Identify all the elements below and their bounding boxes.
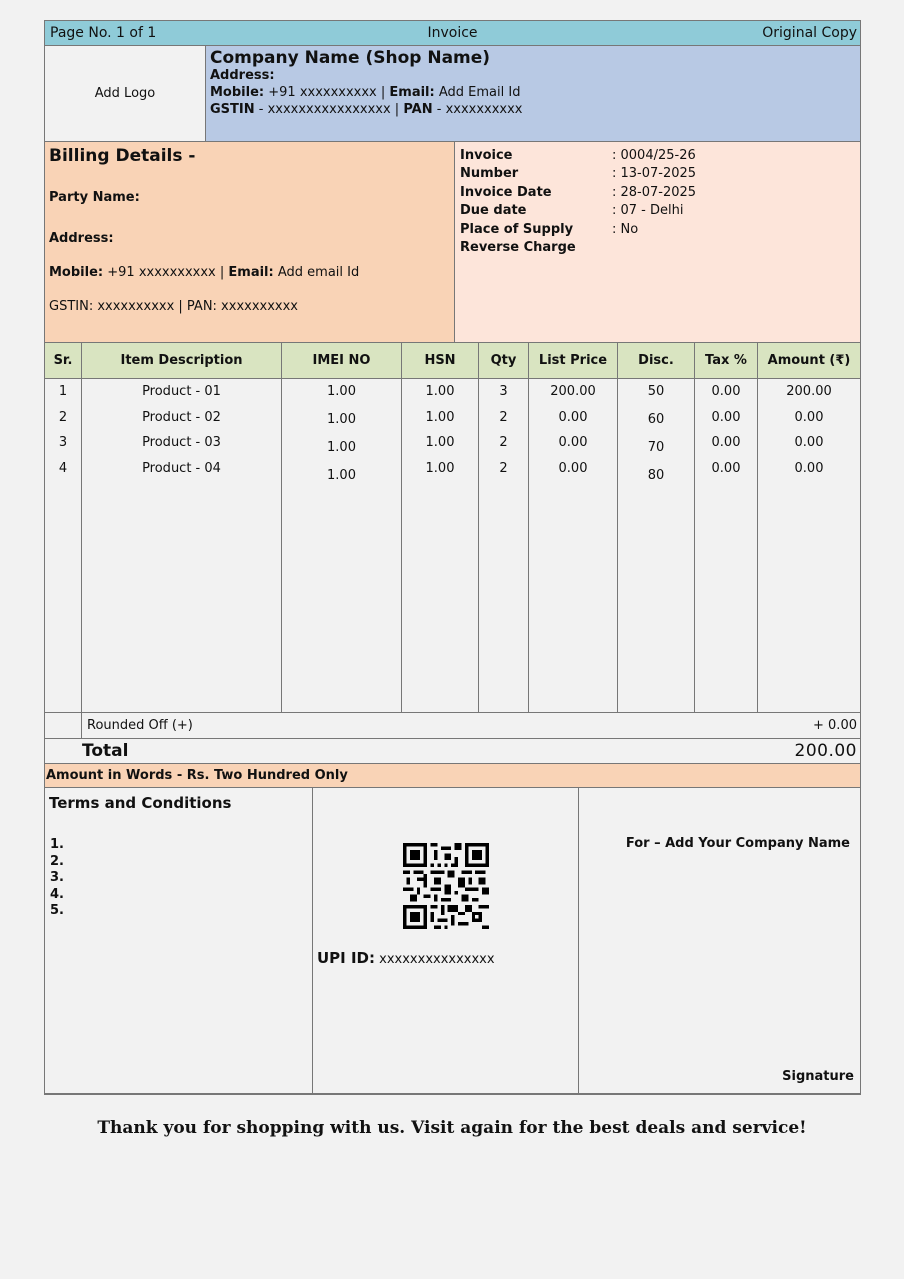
signature-section — [579, 788, 860, 1094]
column-header: IMEI NO — [312, 353, 371, 368]
cell-qty: 3 — [499, 384, 508, 399]
info-label: Invoice — [460, 148, 513, 163]
terms-item: 1. — [50, 837, 64, 852]
cell-imei: 1.00 — [327, 412, 356, 427]
cell-description: Product - 04 — [142, 461, 221, 476]
qr-code-icon — [403, 843, 489, 929]
logo-placeholder[interactable] — [45, 46, 206, 141]
cell-tax: 0.00 — [711, 384, 741, 399]
payment-section — [313, 788, 579, 1094]
rounded-off-row — [45, 712, 860, 738]
info-label: Due date — [460, 203, 527, 218]
for-company-label: For – Add Your Company Name — [625, 836, 850, 851]
cell-hsn: 1.00 — [425, 461, 455, 476]
party-name-label: Party Name: — [49, 190, 140, 205]
cell-amount: 0.00 — [794, 410, 824, 425]
cell-sr: 1 — [58, 384, 68, 399]
terms-item: 5. — [50, 903, 64, 918]
info-value: : No — [612, 222, 639, 237]
rounded-off-label: Rounded Off (+) — [87, 718, 193, 733]
cell-hsn: 1.00 — [425, 435, 455, 450]
info-value: : 0004/25-26 — [612, 148, 696, 163]
thank-you-message: Thank you for shopping with us. Visit again for the best deals and service! — [97, 1118, 807, 1138]
cell-price: 0.00 — [558, 435, 588, 450]
terms-item: 2. — [50, 853, 64, 869]
copy-type: Original Copy — [762, 25, 857, 41]
page-number: Page No. 1 of 1 — [50, 25, 157, 41]
info-value: : 13-07-2025 — [612, 166, 697, 181]
cell-imei: 1.00 — [327, 384, 356, 399]
cell-disc: 60 — [647, 412, 665, 427]
cell-tax: 0.00 — [711, 435, 741, 450]
billing-email: Add email Id — [277, 265, 360, 280]
cell-price: 0.00 — [558, 461, 588, 476]
company-mobile-label: Mobile: — [210, 85, 265, 100]
company-email: Add Email Id — [438, 85, 521, 100]
billing-address-label: Address: — [49, 231, 114, 246]
column-header: Amount (₹) — [767, 353, 851, 368]
cell-imei: 1.00 — [327, 468, 356, 483]
info-label: Reverse Charge — [460, 240, 576, 255]
cell-tax: 0.00 — [711, 461, 741, 476]
info-value: : 07 - Delhi — [612, 203, 684, 218]
billing-title: Billing Details - — [49, 146, 196, 166]
cell-amount: 0.00 — [794, 435, 824, 450]
cell-qty: 2 — [499, 410, 508, 425]
invoice-title: Invoice — [427, 25, 478, 41]
cell-qty: 2 — [499, 461, 508, 476]
terms-title: Terms and Conditions — [49, 794, 232, 812]
billing-gstin-pan: GSTIN: xxxxxxxxxx | PAN: xxxxxxxxxx — [49, 299, 298, 314]
company-email-label: Email: — [389, 85, 435, 100]
logo-label: Add Logo — [94, 86, 156, 101]
cell-description: Product - 03 — [142, 435, 221, 450]
column-header: Disc. — [638, 353, 674, 368]
cell-tax: 0.00 — [711, 410, 741, 425]
info-value: : 28-07-2025 — [612, 185, 697, 200]
column-header: HSN — [424, 353, 456, 368]
amount-in-words — [45, 764, 860, 788]
cell-hsn: 1.00 — [425, 410, 455, 425]
cell-sr: 2 — [58, 410, 68, 425]
cell-disc: 50 — [647, 384, 665, 399]
items-table-header — [45, 343, 860, 379]
company-mobile: +91 xxxxxxxxxx | — [268, 85, 390, 100]
company-name: Company Name (Shop Name) — [210, 48, 491, 68]
cell-sr: 3 — [58, 435, 68, 450]
billing-details — [45, 142, 455, 342]
billing-email-label: Email: — [228, 265, 274, 280]
billing-mobile-label: Mobile: — [49, 265, 104, 280]
terms-item: 3. — [50, 870, 64, 885]
info-label: Number — [460, 166, 519, 181]
info-label: Invoice Date — [460, 185, 552, 200]
company-gstin-label: GSTIN — [210, 102, 255, 117]
company-pan-label: PAN — [403, 102, 433, 117]
total-row — [45, 738, 860, 765]
cell-price: 200.00 — [550, 384, 596, 399]
signature-label: Signature — [782, 1069, 854, 1084]
terms-section — [45, 788, 313, 1094]
cell-amount: 0.00 — [794, 461, 824, 476]
total-value: 200.00 — [794, 741, 857, 761]
terms-item: 4. — [50, 886, 64, 902]
cell-price: 0.00 — [558, 410, 588, 425]
cell-amount: 200.00 — [786, 384, 832, 399]
invoice-header-bar — [45, 21, 860, 46]
billing-mobile: +91 xxxxxxxxxx | — [107, 265, 229, 280]
total-label: Total — [82, 741, 129, 761]
info-label: Place of Supply — [460, 222, 574, 237]
upi-label: UPI ID: — [317, 949, 376, 967]
column-header: Qty — [490, 353, 517, 368]
rounded-off-value: + 0.00 — [813, 718, 857, 733]
cell-imei: 1.00 — [327, 440, 356, 455]
company-address-label: Address: — [210, 68, 275, 83]
cell-description: Product - 01 — [142, 384, 221, 399]
cell-description: Product - 02 — [142, 410, 221, 425]
amount-in-words-text: Amount in Words - Rs. Two Hundred Only — [46, 768, 348, 783]
cell-disc: 70 — [647, 440, 665, 455]
column-header: Tax % — [705, 353, 747, 368]
company-gstin: - xxxxxxxxxxxxxxxx | — [254, 102, 404, 117]
column-header: Sr. — [53, 353, 73, 368]
cell-qty: 2 — [499, 435, 508, 450]
column-header: Item Description — [120, 353, 243, 368]
upi-id: xxxxxxxxxxxxxxx — [379, 952, 495, 967]
column-header: List Price — [538, 353, 608, 368]
cell-hsn: 1.00 — [425, 384, 455, 399]
cell-sr: 4 — [58, 461, 68, 476]
company-details — [206, 46, 860, 141]
invoice-info — [455, 142, 860, 342]
company-pan: - xxxxxxxxxx — [432, 102, 523, 117]
cell-disc: 80 — [647, 468, 665, 483]
